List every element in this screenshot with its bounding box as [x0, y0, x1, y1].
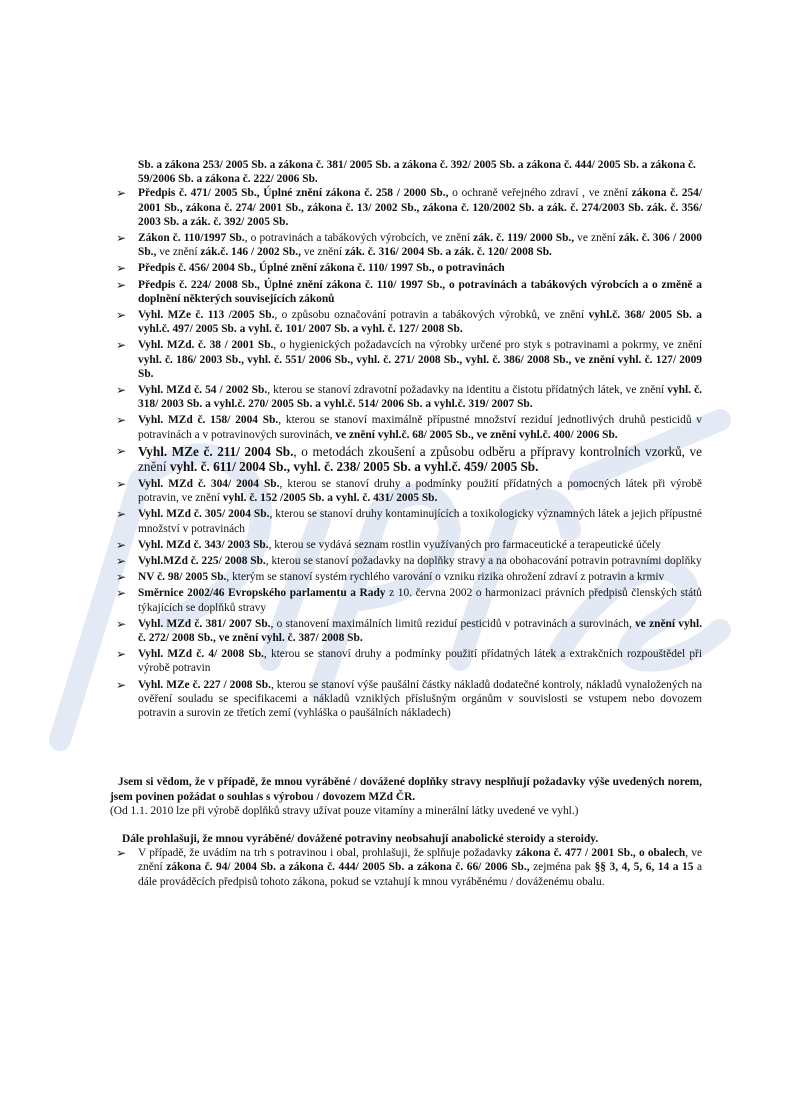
- list-item: ➢ Vyhl. MZd. č. 38 / 2001 Sb., o hygienických požadavcích na výrobky určené pro styk s potravinami a pokrmy, ve znění vyhl. č. 186/ 2003 Sb., vyhl. č. 551/ 2006 Sb., vyhl. č. 271/ 2008 Sb., vyhl. č. 386/ 2008 Sb., ve znění vyhl. č. 127/ 2009 Sb.: [116, 338, 702, 380]
- arrow-bullet-icon: ➢: [116, 570, 127, 585]
- list-item: ➢ Vyhl. MZe č. 227 / 2008 Sb., kterou se stanoví výše paušální částky nákladů dodatečné kontroly, nákladů vynaložených na ověření souladu se specifikacemi a nákladů vzniklých příslušným orgánům v souvislosti se vstupem nebo dovozem potravin a surovin ze třetích zemí (vyhláška o paušálních nákladech): [116, 677, 702, 720]
- arrow-bullet-icon: ➢: [116, 443, 127, 458]
- list-item: ➢ Vyhl. MZd č. 158/ 2004 Sb., kterou se stanoví maximálně přípustné množství reziduí jednotlivých druhů pesticidů v potravinách a v potravinových surovinách, ve znění vyhl.č. 68/ 2005 Sb., ve znění vyhl.č. 400/ 2006 Sb.: [116, 413, 702, 441]
- arrow-bullet-icon: ➢: [116, 186, 127, 201]
- list-item: ➢ Směrnice 2002/46 Evropského parlamentu a Rady z 10. června 2002 o harmonizaci právních předpisů členských států týkajících se doplňků stravy: [116, 586, 703, 614]
- list-item: ➢ Vyhl. MZe č. 113 /2005 Sb., o způsobu označování potravin a tabákových výrobků, ve znění vyhl.č. 368/ 2005 Sb. a vyhl.č. 497/ 2005 Sb. a vyhl. č. 101/ 2007 Sb. a vyhl. č. 127/ 2008 Sb.: [116, 308, 702, 336]
- arrow-bullet-icon: ➢: [116, 647, 127, 662]
- steroids-declaration: Dále prohlašuji, že mnou vyráběné/ dovážené potraviny neobsahují anabolické steroidy a steroidy.: [122, 832, 599, 845]
- list-item: ➢ Vyhl.MZd č. 225/ 2008 Sb., kterou se stanoví požadavky na doplňky stravy a na obohacování potravin potravními doplňky: [116, 554, 702, 569]
- list-item: ➢ NV č. 98/ 2005 Sb., kterým se stanoví systém rychlého varování o vzniku rizika ohrožení zdraví z potravin a krmiv: [116, 570, 665, 585]
- regulation-list: [110, 186, 702, 720]
- arrow-bullet-icon: ➢: [116, 507, 127, 522]
- arrow-bullet-icon: ➢: [116, 477, 127, 492]
- list-item: ➢ Vyhl. MZd č. 54 / 2002 Sb., kterou se stanoví zdravotní požadavky na identitu a čistotu přídatných látek, ve znění vyhl. č. 318/ 2003 Sb. a vyhl.č. 270/ 2005 Sb. a vyhl.č. 514/ 2006 Sb. a vyhl.č. 319/ 2007 Sb.: [116, 383, 703, 411]
- arrow-bullet-icon: ➢: [116, 554, 127, 569]
- declaration-paragraph: Jsem si vědom, že v případě, že mnou vyráběné / dovážené doplňky stravy nesplňují požadavky výše uvedených norem, jsem povinen požádat o souhlas s výrobou / dovozem MZd ČR.: [110, 776, 702, 803]
- lead-text: Sb. a zákona 253/ 2005 Sb. a zákona č. 381/ 2005 Sb. a zákona č. 392/ 2005 Sb. a zákona č. 444/ 2005 Sb. a zákona č. 59/2006 Sb. a zákona č. 222/ 2006 Sb.: [138, 159, 696, 186]
- arrow-bullet-icon: ➢: [116, 231, 127, 246]
- arrow-bullet-icon: ➢: [116, 616, 127, 631]
- arrow-bullet-icon: ➢: [116, 586, 127, 601]
- arrow-bullet-icon: ➢: [116, 383, 127, 398]
- list-item: ➢ Vyhl. MZd č. 304/ 2004 Sb., kterou se stanoví druhy a podmínky použití přídatných a pomocných látek při výrobě potravin, ve znění vyhl. č. 152 /2005 Sb. a vyhl. č. 431/ 2005 Sb.: [116, 477, 702, 505]
- arrow-bullet-icon: ➢: [116, 338, 127, 353]
- arrow-bullet-icon: ➢: [116, 537, 127, 552]
- declaration-section: [110, 775, 702, 846]
- list-item: ➢ Vyhl. MZe č. 211/ 2004 Sb., o metodách zkoušení a způsobu odběru a přípravy kontrolních vzorků, ve znění vyhl. č. 611/ 2004 Sb., vyhl. č. 238/ 2005 Sb. a vyhl.č. 459/ 2005 Sb.: [116, 443, 702, 475]
- list-item: ➢ Předpis č. 224/ 2008 Sb., Úplné znění zákona č. 110/ 1997 Sb., o potravinách a tabákových výrobcích a o změně a doplnění některých souvisejících zákonů: [116, 277, 702, 305]
- list-item: ➢ Zákon č. 110/1997 Sb., o potravinách a tabákových výrobcích, ve znění zák. č. 119/ 2000 Sb., ve znění zák. č. 306 / 2000 Sb., ve znění zák.č. 146 / 2002 Sb., ve znění zák. č. 316/ 2004 Sb. a zák. č. 120/ 2008 Sb.: [116, 231, 702, 259]
- list-item: ➢ Vyhl. MZd č. 343/ 2003 Sb., kterou se vydává seznam rostlin využívaných pro farmaceutické a terapeutické účely: [116, 537, 661, 552]
- list-item: ➢ Vyhl. MZd č. 4/ 2008 Sb., kterou se stanoví druhy a podmínky použití přídatných látek a extrakčních rozpouštědel při výrobě potravin: [116, 647, 702, 675]
- arrow-bullet-icon: ➢: [116, 261, 127, 276]
- document-page: [110, 158, 702, 891]
- arrow-bullet-icon: ➢: [116, 413, 127, 428]
- arrow-bullet-icon: ➢: [116, 277, 127, 292]
- list-item: ➢ Vyhl. MZd č. 305/ 2004 Sb., kterou se stanoví druhy kontaminujících a toxikologicky významných látek a jejich přípustné množství v potravinách: [116, 507, 702, 535]
- declaration-note: (Od 1.1. 2010 lze při výrobě doplňků stravy užívat pouze vitamíny a minerální látky uvedené ve vyhl.): [110, 804, 579, 817]
- list-item: ➢ Předpis č. 456/ 2004 Sb., Úplné znění zákona č. 110/ 1997 Sb., o potravinách: [116, 261, 505, 276]
- packaging-list: [110, 846, 702, 889]
- arrow-bullet-icon: ➢: [116, 308, 127, 323]
- arrow-bullet-icon: ➢: [116, 677, 127, 692]
- list-item: ➢ V případě, že uvádím na trh s potravinou i obal, prohlašuji, že splňuje požadavky zákona č. 477 / 2001 Sb., o obalech, ve znění zákona č. 94/ 2004 Sb. a zákona č. 444/ 2005 Sb. a zákona č. 66/ 2006 Sb., zejména pak §§ 3, 4, 5, 6, 14 a 15 a dále prováděcích předpisů tohoto zákona, pokud se vztahují k mnou vyráběnému / dováženému obalu.: [116, 846, 703, 888]
- list-item: ➢ Vyhl. MZd č. 381/ 2007 Sb., o stanovení maximálních limitů reziduí pesticidů v potravinách a surovinách, ve znění vyhl. č. 272/ 2008 Sb., ve znění vyhl. č. 387/ 2008 Sb.: [116, 616, 702, 645]
- arrow-bullet-icon: ➢: [116, 846, 127, 861]
- list-item: ➢ Předpis č. 471/ 2005 Sb., Úplné znění zákona č. 258 / 2000 Sb., o ochraně veřejného zdraví , ve znění zákona č. 254/ 2001 Sb., zákona č. 274/ 2001 Sb., zákona č. 13/ 2002 Sb., zákona č. 120/2002 Sb. a zák. č. 274/2003 Sb. zák. č. 356/ 2003 Sb. a zák. č. 392/ 2005 Sb.: [116, 186, 702, 228]
